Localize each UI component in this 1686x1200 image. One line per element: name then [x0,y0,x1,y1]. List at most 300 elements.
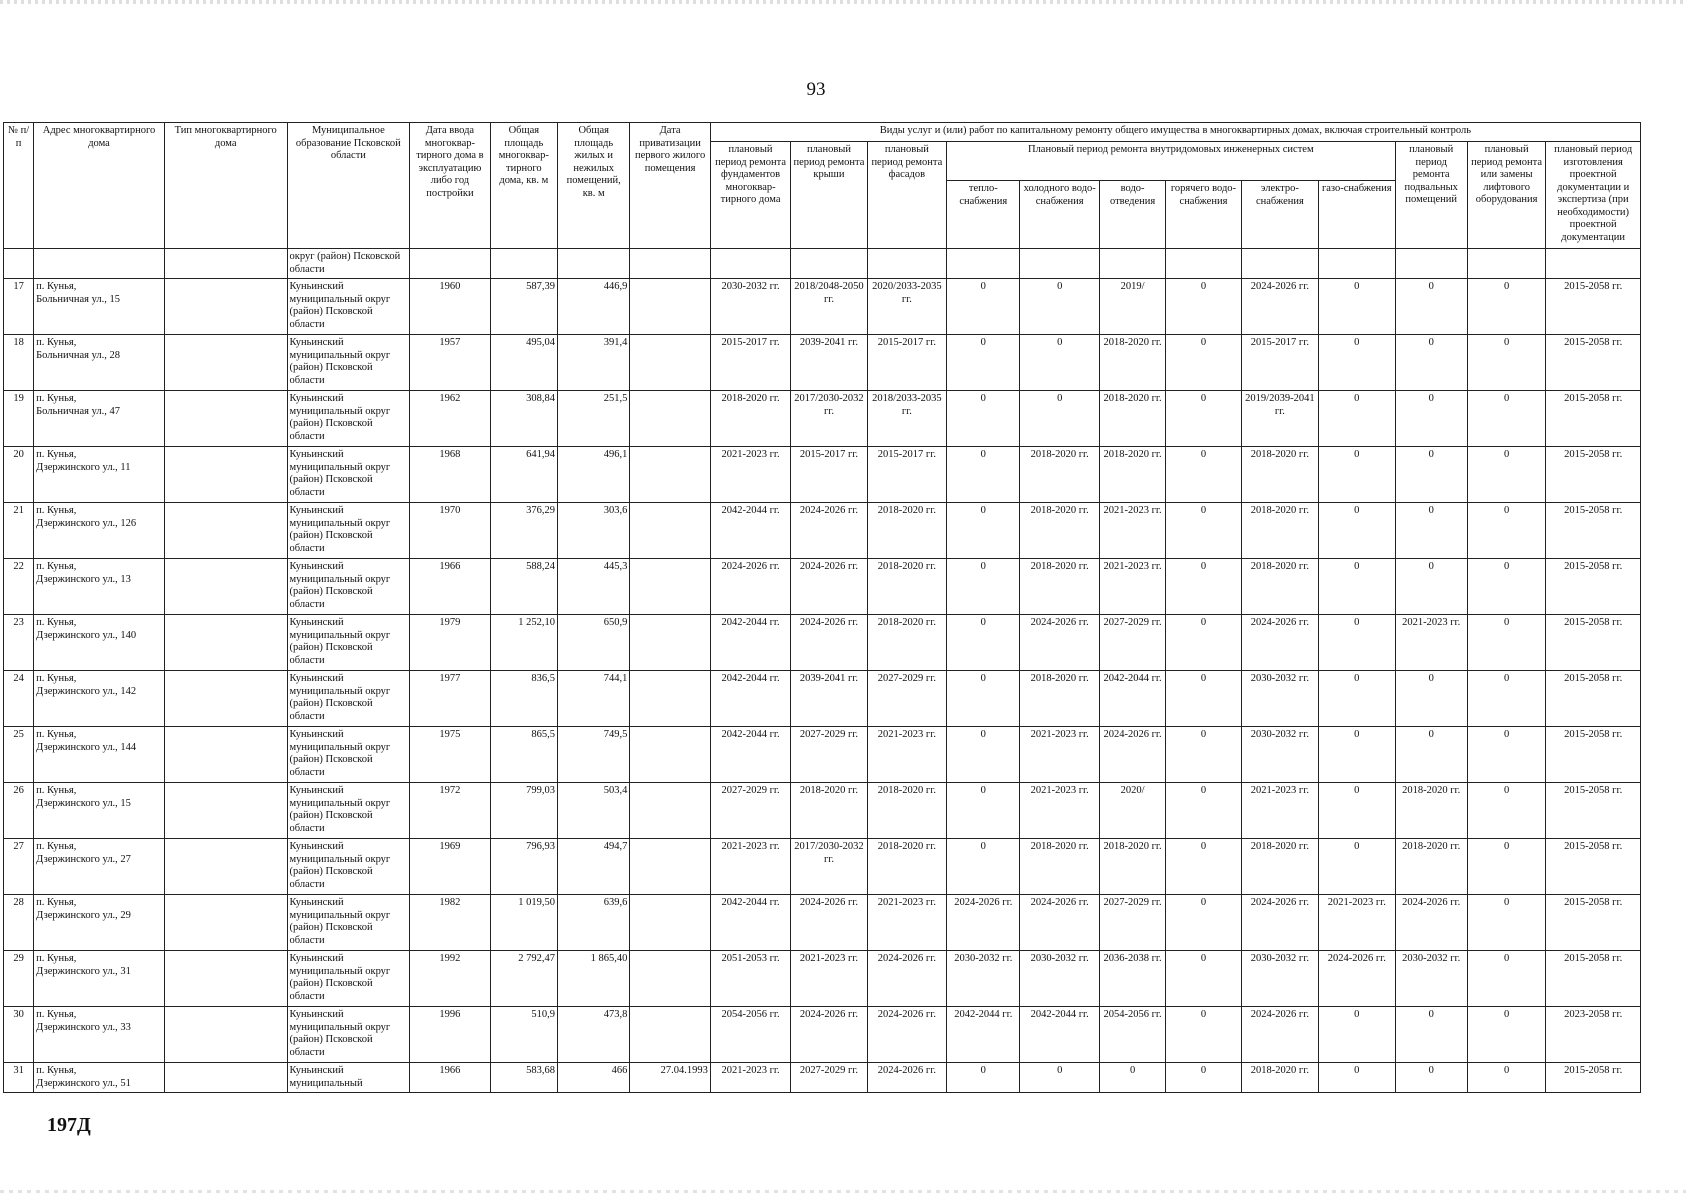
cell-facade: 2018-2020 гг. [867,783,946,839]
address-settlement: п. Кунья, [36,617,77,628]
cell-living-area: 445,3 [558,559,630,615]
cell-num: 19 [4,391,34,447]
address-settlement: п. Кунья, [36,729,77,740]
address-street: Дзержинского ул., 29 [36,909,131,921]
cell-privatization [630,447,710,503]
cell-elevator: 0 [1467,279,1545,335]
cell-design: 2015-2058 гг. [1546,503,1641,559]
cell-heat: 0 [947,615,1020,671]
cell-living-area: 303,6 [558,503,630,559]
cell-design: 2015-2058 гг. [1546,335,1641,391]
cell-year: 1975 [410,727,490,783]
address-street: Дзержинского ул., 27 [36,853,131,865]
cell-foundation: 2021-2023 гг. [710,1063,790,1093]
cell-basement: 2030-2032 гг. [1395,951,1467,1007]
address-settlement: п. Кунья, [36,1065,77,1076]
header-basement: плановый период ремонта подвальных помещений [1395,142,1467,249]
cell-privatization [630,895,710,951]
cell-hot-water: 0 [1166,615,1241,671]
address-street: Дзержинского ул., 31 [36,965,131,977]
cell-basement: 0 [1395,671,1467,727]
header-commissioning: Дата ввода многоквар-тирного дома в эксплуатацию либо год постройки [410,123,490,249]
cell-hot-water: 0 [1166,783,1241,839]
cell-gas: 0 [1319,1063,1395,1093]
cell-electric: 2024-2026 гг. [1241,615,1318,671]
cell-privatization [630,391,710,447]
cell-roof: 2024-2026 гг. [791,615,867,671]
cell-heat: 2024-2026 гг. [947,895,1020,951]
cell-privatization [630,559,710,615]
cell-gas: 0 [1319,1007,1395,1063]
cell-total-area: 1 252,10 [490,615,557,671]
continuation-municipality: округ (район) Псковской области [287,249,410,279]
table-row [4,671,1641,727]
address-street: Дзержинского ул., 51 [36,1077,131,1089]
header-municipality: Муниципальное образование Псковской области [287,123,410,249]
cell-privatization [630,727,710,783]
cell-year: 1992 [410,951,490,1007]
cell-basement: 0 [1395,447,1467,503]
cell-foundation: 2042-2044 гг. [710,895,790,951]
cell-heat: 0 [947,447,1020,503]
cell-cold-water: 2018-2020 гг. [1020,559,1099,615]
cell-roof: 2039-2041 гг. [791,671,867,727]
cell-elevator: 0 [1467,839,1545,895]
cell-drainage: 2018-2020 гг. [1099,335,1165,391]
cell-elevator: 0 [1467,895,1545,951]
header-works-group: Виды услуг и (или) работ по капитальному ремонту общего имущества в многоквартирных домах, включая строительный контроль [710,123,1640,142]
cell-design: 2015-2058 гг. [1546,783,1641,839]
cell-drainage: 2054-2056 гг. [1099,1007,1165,1063]
cell-elevator: 0 [1467,1063,1545,1093]
cell-drainage: 2027-2029 гг. [1099,615,1165,671]
cell-living-area: 446,9 [558,279,630,335]
cell-drainage: 2024-2026 гг. [1099,727,1165,783]
cell-basement: 2018-2020 гг. [1395,783,1467,839]
cell-electric: 2024-2026 гг. [1241,895,1318,951]
cell-elevator: 0 [1467,335,1545,391]
cell-design: 2015-2058 гг. [1546,1063,1641,1093]
cell-municipality: Куньинский муниципальный округ (район) Псковской области [287,335,410,391]
address-street: Дзержинского ул., 144 [36,741,137,753]
cell-hot-water: 0 [1166,895,1241,951]
cell-type [164,335,287,391]
header-heat: тепло-снабжения [947,181,1020,249]
header-total-area: Общая площадь многоквар-тирного дома, кв. м [490,123,557,249]
cell-heat: 0 [947,839,1020,895]
address-street: Дзержинского ул., 13 [36,573,131,585]
address-settlement: п. Кунья, [36,1009,77,1020]
cell-foundation: 2051-2053 гг. [710,951,790,1007]
cell-address [34,503,165,559]
cell-year: 1977 [410,671,490,727]
cell-type [164,839,287,895]
cell-municipality: Куньинский муниципальный округ (район) Псковской области [287,615,410,671]
cell-year: 1972 [410,783,490,839]
table-row [4,1007,1641,1063]
cell-drainage: 2042-2044 гг. [1099,671,1165,727]
cell-num: 24 [4,671,34,727]
cell-roof: 2018-2020 гг. [791,783,867,839]
cell-gas: 0 [1319,839,1395,895]
cell-hot-water: 0 [1166,335,1241,391]
header-foundation: плановый период ремонта фундаментов многоквар-тирного дома [710,142,790,249]
cell-elevator: 0 [1467,1007,1545,1063]
cell-privatization [630,951,710,1007]
cell-privatization [630,1007,710,1063]
cell-gas: 2021-2023 гг. [1319,895,1395,951]
cell-privatization: 27.04.1993 [630,1063,710,1093]
address-settlement: п. Кунья, [36,505,77,516]
cell-hot-water: 0 [1166,727,1241,783]
cell-foundation: 2024-2026 гг. [710,559,790,615]
cell-gas: 0 [1319,727,1395,783]
address-settlement: п. Кунья, [36,841,77,852]
cell-electric: 2019/2039-2041 гг. [1241,391,1318,447]
cell-total-area: 836,5 [490,671,557,727]
cell-num: 18 [4,335,34,391]
table-row [4,279,1641,335]
cell-design: 2015-2058 гг. [1546,559,1641,615]
cell-electric: 2018-2020 гг. [1241,503,1318,559]
cell-total-area: 641,94 [490,447,557,503]
cell-municipality: Куньинский муниципальный [287,1063,410,1093]
cell-address [34,1063,165,1093]
cell-year: 1982 [410,895,490,951]
cell-facade: 2018-2020 гг. [867,615,946,671]
header-design: плановый период изготовления проектной документации и экспертиза (при необходимости) проектной документации [1546,142,1641,249]
cell-basement: 0 [1395,559,1467,615]
cell-drainage: 2020/ [1099,783,1165,839]
cell-facade: 2018-2020 гг. [867,559,946,615]
cell-roof: 2024-2026 гг. [791,503,867,559]
cell-type [164,447,287,503]
cell-num: 29 [4,951,34,1007]
address-street: Больничная ул., 15 [36,293,120,305]
cell-basement: 2021-2023 гг. [1395,615,1467,671]
cell-basement: 0 [1395,335,1467,391]
cell-electric: 2030-2032 гг. [1241,727,1318,783]
address-street: Дзержинского ул., 142 [36,685,137,697]
cell-cold-water: 2018-2020 гг. [1020,839,1099,895]
cell-municipality: Куньинский муниципальный округ (район) Псковской области [287,391,410,447]
cell-roof: 2017/2030-2032 гг. [791,839,867,895]
cell-heat: 0 [947,279,1020,335]
cell-type [164,1007,287,1063]
table-row [4,783,1641,839]
cell-num: 22 [4,559,34,615]
cell-cold-water: 2018-2020 гг. [1020,503,1099,559]
cell-address [34,279,165,335]
cell-num: 17 [4,279,34,335]
cell-type [164,1063,287,1093]
cell-address [34,1007,165,1063]
cell-design: 2015-2058 гг. [1546,671,1641,727]
cell-basement: 2024-2026 гг. [1395,895,1467,951]
cell-year: 1970 [410,503,490,559]
cell-foundation: 2042-2044 гг. [710,727,790,783]
cell-foundation: 2042-2044 гг. [710,671,790,727]
table-row [4,1063,1641,1093]
table-row [4,727,1641,783]
cell-total-area: 588,24 [490,559,557,615]
cell-roof: 2017/2030-2032 гг. [791,391,867,447]
cell-address [34,391,165,447]
address-settlement: п. Кунья, [36,953,77,964]
cell-facade: 2027-2029 гг. [867,671,946,727]
cell-basement: 2018-2020 гг. [1395,839,1467,895]
cell-basement: 0 [1395,727,1467,783]
continuation-row [4,249,1641,279]
cell-foundation: 2027-2029 гг. [710,783,790,839]
cell-living-area: 466 [558,1063,630,1093]
cell-cold-water: 2042-2044 гг. [1020,1007,1099,1063]
cell-gas: 0 [1319,335,1395,391]
cell-municipality: Куньинский муниципальный округ (район) Псковской области [287,503,410,559]
cell-hot-water: 0 [1166,391,1241,447]
cell-cold-water: 0 [1020,335,1099,391]
cell-privatization [630,279,710,335]
cell-address [34,783,165,839]
cell-cold-water: 0 [1020,1063,1099,1093]
table-row [4,839,1641,895]
cell-living-area: 494,7 [558,839,630,895]
cell-num: 26 [4,783,34,839]
cell-type [164,615,287,671]
cell-gas: 2024-2026 гг. [1319,951,1395,1007]
table-row [4,951,1641,1007]
cell-design: 2015-2058 гг. [1546,727,1641,783]
cell-drainage: 2021-2023 гг. [1099,503,1165,559]
cell-municipality: Куньинский муниципальный округ (район) Псковской области [287,447,410,503]
cell-municipality: Куньинский муниципальный округ (район) Псковской области [287,839,410,895]
cell-privatization [630,783,710,839]
cell-type [164,783,287,839]
cell-municipality: Куньинский муниципальный округ (район) Псковской области [287,783,410,839]
register-sheet [3,122,1641,1093]
cell-cold-water: 2030-2032 гг. [1020,951,1099,1007]
cell-heat: 0 [947,391,1020,447]
cell-address [34,727,165,783]
cell-roof: 2015-2017 гг. [791,447,867,503]
cell-municipality: Куньинский муниципальный округ (район) Псковской области [287,1007,410,1063]
cell-electric: 2018-2020 гг. [1241,559,1318,615]
cell-electric: 2024-2026 гг. [1241,279,1318,335]
cell-cold-water: 2018-2020 гг. [1020,447,1099,503]
cell-facade: 2024-2026 гг. [867,951,946,1007]
cell-design: 2015-2058 гг. [1546,279,1641,335]
address-settlement: п. Кунья, [36,449,77,460]
cell-num: 21 [4,503,34,559]
cell-cold-water: 2024-2026 гг. [1020,895,1099,951]
cell-gas: 0 [1319,279,1395,335]
cell-foundation: 2030-2032 гг. [710,279,790,335]
cell-foundation: 2042-2044 гг. [710,503,790,559]
cell-design: 2015-2058 гг. [1546,895,1641,951]
cell-num: 20 [4,447,34,503]
cell-facade: 2024-2026 гг. [867,1007,946,1063]
cell-year: 1968 [410,447,490,503]
cell-num: 31 [4,1063,34,1093]
cell-address [34,671,165,727]
cell-elevator: 0 [1467,783,1545,839]
cell-elevator: 0 [1467,671,1545,727]
cell-heat: 0 [947,503,1020,559]
cell-design: 2015-2058 гг. [1546,951,1641,1007]
cell-num: 25 [4,727,34,783]
address-settlement: п. Кунья, [36,785,77,796]
cell-gas: 0 [1319,447,1395,503]
cell-privatization [630,335,710,391]
table-row [4,615,1641,671]
cell-design: 2015-2058 гг. [1546,615,1641,671]
cell-hot-water: 0 [1166,671,1241,727]
header-drainage: водо-отведения [1099,181,1165,249]
cell-roof: 2024-2026 гг. [791,559,867,615]
cell-type [164,279,287,335]
cell-privatization [630,671,710,727]
cell-municipality: Куньинский муниципальный округ (район) Псковской области [287,671,410,727]
cell-total-area: 587,39 [490,279,557,335]
cell-hot-water: 0 [1166,951,1241,1007]
cell-heat: 0 [947,671,1020,727]
cell-heat: 0 [947,783,1020,839]
cell-living-area: 650,9 [558,615,630,671]
cell-address [34,559,165,615]
cell-drainage: 0 [1099,1063,1165,1093]
address-settlement: п. Кунья, [36,561,77,572]
cell-type [164,895,287,951]
header-address: Адрес многоквартирного дома [34,123,165,249]
cell-year: 1979 [410,615,490,671]
address-settlement: п. Кунья, [36,337,77,348]
cell-total-area: 510,9 [490,1007,557,1063]
cell-facade: 2015-2017 гг. [867,447,946,503]
cell-gas: 0 [1319,783,1395,839]
cell-elevator: 0 [1467,447,1545,503]
cell-municipality: Куньинский муниципальный округ (район) Псковской области [287,559,410,615]
cell-living-area: 639,6 [558,895,630,951]
cell-total-area: 796,93 [490,839,557,895]
address-street: Дзержинского ул., 126 [36,517,137,529]
cell-year: 1960 [410,279,490,335]
cell-drainage: 2018-2020 гг. [1099,839,1165,895]
cell-hot-water: 0 [1166,503,1241,559]
cell-municipality: Куньинский муниципальный округ (район) Псковской области [287,895,410,951]
cell-num: 30 [4,1007,34,1063]
cell-facade: 2021-2023 гг. [867,727,946,783]
header-type: Тип многоквартирного дома [164,123,287,249]
document-code: 197Д [47,1114,91,1136]
cell-electric: 2021-2023 гг. [1241,783,1318,839]
cell-heat: 0 [947,1063,1020,1093]
cell-total-area: 1 019,50 [490,895,557,951]
cell-foundation: 2021-2023 гг. [710,839,790,895]
cell-drainage: 2018-2020 гг. [1099,391,1165,447]
header-gas: газо-снабжения [1319,181,1395,249]
cell-municipality: Куньинский муниципальный округ (район) Псковской области [287,951,410,1007]
header-hot-water: горячего водо-снабжения [1166,181,1241,249]
cell-address [34,447,165,503]
cell-hot-water: 0 [1166,839,1241,895]
address-street: Больничная ул., 47 [36,405,120,417]
header-elevator: плановый период ремонта или замены лифтового оборудования [1467,142,1545,249]
cell-year: 1962 [410,391,490,447]
cell-foundation: 2018-2020 гг. [710,391,790,447]
cell-elevator: 0 [1467,727,1545,783]
address-settlement: п. Кунья, [36,897,77,908]
cell-facade: 2021-2023 гг. [867,895,946,951]
cell-type [164,503,287,559]
cell-basement: 0 [1395,503,1467,559]
cell-foundation: 2021-2023 гг. [710,447,790,503]
cell-elevator: 0 [1467,951,1545,1007]
cell-total-area: 2 792,47 [490,951,557,1007]
cell-electric: 2030-2032 гг. [1241,951,1318,1007]
cell-type [164,727,287,783]
cell-type [164,671,287,727]
cell-roof: 2018/2048-2050 гг. [791,279,867,335]
cell-total-area: 799,03 [490,783,557,839]
address-street: Дзержинского ул., 15 [36,797,131,809]
cell-total-area: 495,04 [490,335,557,391]
cell-roof: 2024-2026 гг. [791,895,867,951]
cell-total-area: 376,29 [490,503,557,559]
cell-electric: 2018-2020 гг. [1241,839,1318,895]
cell-type [164,559,287,615]
cell-gas: 0 [1319,671,1395,727]
address-street: Дзержинского ул., 11 [36,461,131,473]
address-street: Больничная ул., 28 [36,349,120,361]
cell-cold-water: 2018-2020 гг. [1020,671,1099,727]
cell-living-area: 749,5 [558,727,630,783]
cell-elevator: 0 [1467,391,1545,447]
cell-roof: 2021-2023 гг. [791,951,867,1007]
cell-total-area: 308,84 [490,391,557,447]
cell-facade: 2018-2020 гг. [867,839,946,895]
cell-design: 2023-2058 гг. [1546,1007,1641,1063]
cell-gas: 0 [1319,503,1395,559]
address-settlement: п. Кунья, [36,281,77,292]
cell-cold-water: 2021-2023 гг. [1020,783,1099,839]
address-street: Дзержинского ул., 33 [36,1021,131,1033]
table-body [4,249,1641,1093]
cell-foundation: 2015-2017 гг. [710,335,790,391]
cell-municipality: Куньинский муниципальный округ (район) Псковской области [287,727,410,783]
cell-living-area: 496,1 [558,447,630,503]
address-settlement: п. Кунья, [36,673,77,684]
cell-gas: 0 [1319,391,1395,447]
cell-elevator: 0 [1467,559,1545,615]
cell-roof: 2027-2029 гг. [791,727,867,783]
cell-hot-water: 0 [1166,1007,1241,1063]
cell-drainage: 2018-2020 гг. [1099,447,1165,503]
cell-basement: 0 [1395,1007,1467,1063]
cell-heat: 0 [947,727,1020,783]
cell-drainage: 2027-2029 гг. [1099,895,1165,951]
cell-address [34,839,165,895]
cell-cold-water: 0 [1020,391,1099,447]
header-privatization: Дата приватизации первого жилого помещения [630,123,710,249]
cell-year: 1966 [410,1063,490,1093]
header-electric: электро-снабжения [1241,181,1318,249]
cell-drainage: 2019/ [1099,279,1165,335]
header-num: № п/п [4,123,34,249]
cell-heat: 2030-2032 гг. [947,951,1020,1007]
cell-hot-water: 0 [1166,559,1241,615]
capital-repair-table [3,122,1641,1093]
table-row [4,391,1641,447]
